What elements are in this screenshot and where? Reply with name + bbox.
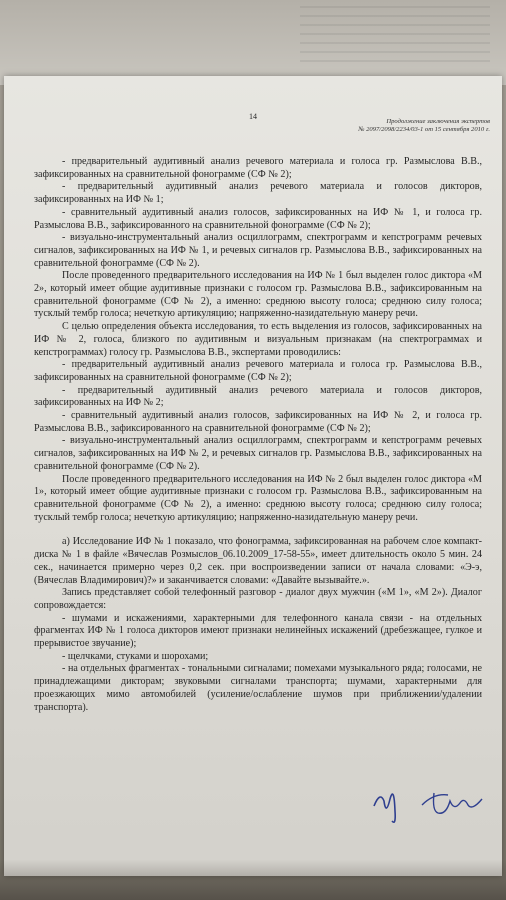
paragraph: - предварительный аудитивный анализ речевого материала и голоса гр. Размыслова В.В., зафиксированных на сравнительной фонограмме (СФ № 2); — [34, 156, 482, 180]
paragraph: - шумами и искажениями, характерными для телефонного канала связи - на отдельных фрагментах ИФ № 1 голоса дикторов имеют признаки нелинейных искажений (дребезжащее, гулкое и прерывистое звучание); — [34, 612, 482, 650]
body-text — [34, 156, 482, 714]
paragraph: - предварительный аудитивный анализ речевого материала и голоса гр. Размыслова В.В., зафиксированных на сравнительной фонограмме (СФ № 2); — [34, 359, 482, 383]
paragraph: После проведенного предварительного исследования на ИФ № 2 был выделен голос диктора «М 1», который имеет общие аудитивные признаки с голосом гр. Размыслова В.В., зафиксированным на сравнительной фонограмме (СФ № 2), а именно: среднюю высоту голоса; среднюю силу голоса; тусклый тембр голоса; нечеткую артикуляцию; напряженно-назидательную манеру речи. — [34, 473, 482, 523]
paragraph: - визуально-инструментальный анализ осциллограмм, спектрограмм и кепстрограмм речевых сигналов, зафиксированных на ИФ № 1, и речевых сигналов гр. Размыслова В.В., зафиксированных на сравнительной фонограмме (СФ № 2). — [34, 232, 482, 269]
paragraph: С целью определения объекта исследования, то есть выделения из голосов, зафиксированных на ИФ № 2, голоса, близкого по аудитивным и визуальным признакам (на спектрограммах и кепстрограммах) голосу гр. Размыслова В.В., экспертами проводились: — [34, 321, 482, 358]
paragraph: а) Исследование ИФ № 1 показало, что фонограмма, зафиксированная на рабочем слое компакт-диска № 1 в файле «Вячеслав Розмыслов_06.10.2009_17-58-55», имеет длительность около 5 мин. 24 сек., начинается примерно через 0,2 сек. при воспроизведении записи от начала словами: «Э-э, (Вячеслав Владимирович)?» и заканчивается словами: «Давайте вызывайте.». — [34, 536, 482, 586]
signature-1 — [374, 794, 395, 822]
paragraph: - сравнительный аудитивный анализ голосов, зафиксированных на ИФ № 2, и голоса гр. Размыслова В.В., зафиксированного на сравнительной фонограмме (СФ № 2); — [34, 410, 482, 434]
continuation-header — [290, 118, 490, 134]
paragraph: - на отдельных фрагментах - тональными сигналами; помехами музыкального ряда; голосами, не принадлежащими дикторам; звуковыми сигналами транспорта; шумами, характерными для проезжающих мимо автомобилей (усиление/ослабление шумов при приближении/удалении транспорта). — [34, 663, 482, 713]
continuation-line-1: Продолжение заключения экспертов — [386, 118, 490, 125]
paragraph: - предварительный аудитивный анализ речевого материала и голосов дикторов, зафиксированных на ИФ № 2; — [34, 384, 482, 409]
paragraph: - сравнительный аудитивный анализ голосов, зафиксированных на ИФ № 1, и голоса гр. Размыслова В.В., зафиксированного на сравнительной фонограмме (СФ № 2); — [34, 206, 482, 231]
continuation-line-2: № 2097/2098/2234/03-1 от 15 сентября 2010 г. — [358, 126, 490, 133]
bottom-shadow — [0, 860, 506, 900]
paragraph: Запись представляет собой телефонный разговор - диалог двух мужчин («М 1», «М 2»). Диалог сопровождается: — [34, 587, 482, 611]
signatures — [364, 771, 494, 831]
paragraph: - щелчками, стуками и шорохами; — [62, 650, 209, 662]
paragraph: После проведенного предварительного исследования на ИФ № 1 был выделен голос диктора «М 2», который имеет общие аудитивные признаки с голосом гр. Размыслова В.В., зафиксированным на сравнительной фонограмме (СФ № 2), а именно: среднюю высоту голоса; среднюю силу голоса; тусклый тембр голоса; нечеткую артикуляцию; напряженно-назидательную манеру речи. — [34, 270, 482, 320]
paragraph: - визуально-инструментальный анализ осциллограмм, спектрограмм и кепстрограмм речевых сигналов, зафиксированных на ИФ № 2, и речевых сигналов гр. Размыслова В.В., зафиксированных на сравнительной фонограмме (СФ № 2). — [34, 435, 482, 472]
underlying-sheet — [0, 0, 506, 85]
paragraph: - предварительный аудитивный анализ речевого материала и голосов дикторов, зафиксированных на ИФ № 1; — [34, 181, 482, 206]
document-page — [4, 76, 502, 876]
signature-2 — [422, 793, 482, 813]
page-number: 14 — [249, 112, 257, 121]
